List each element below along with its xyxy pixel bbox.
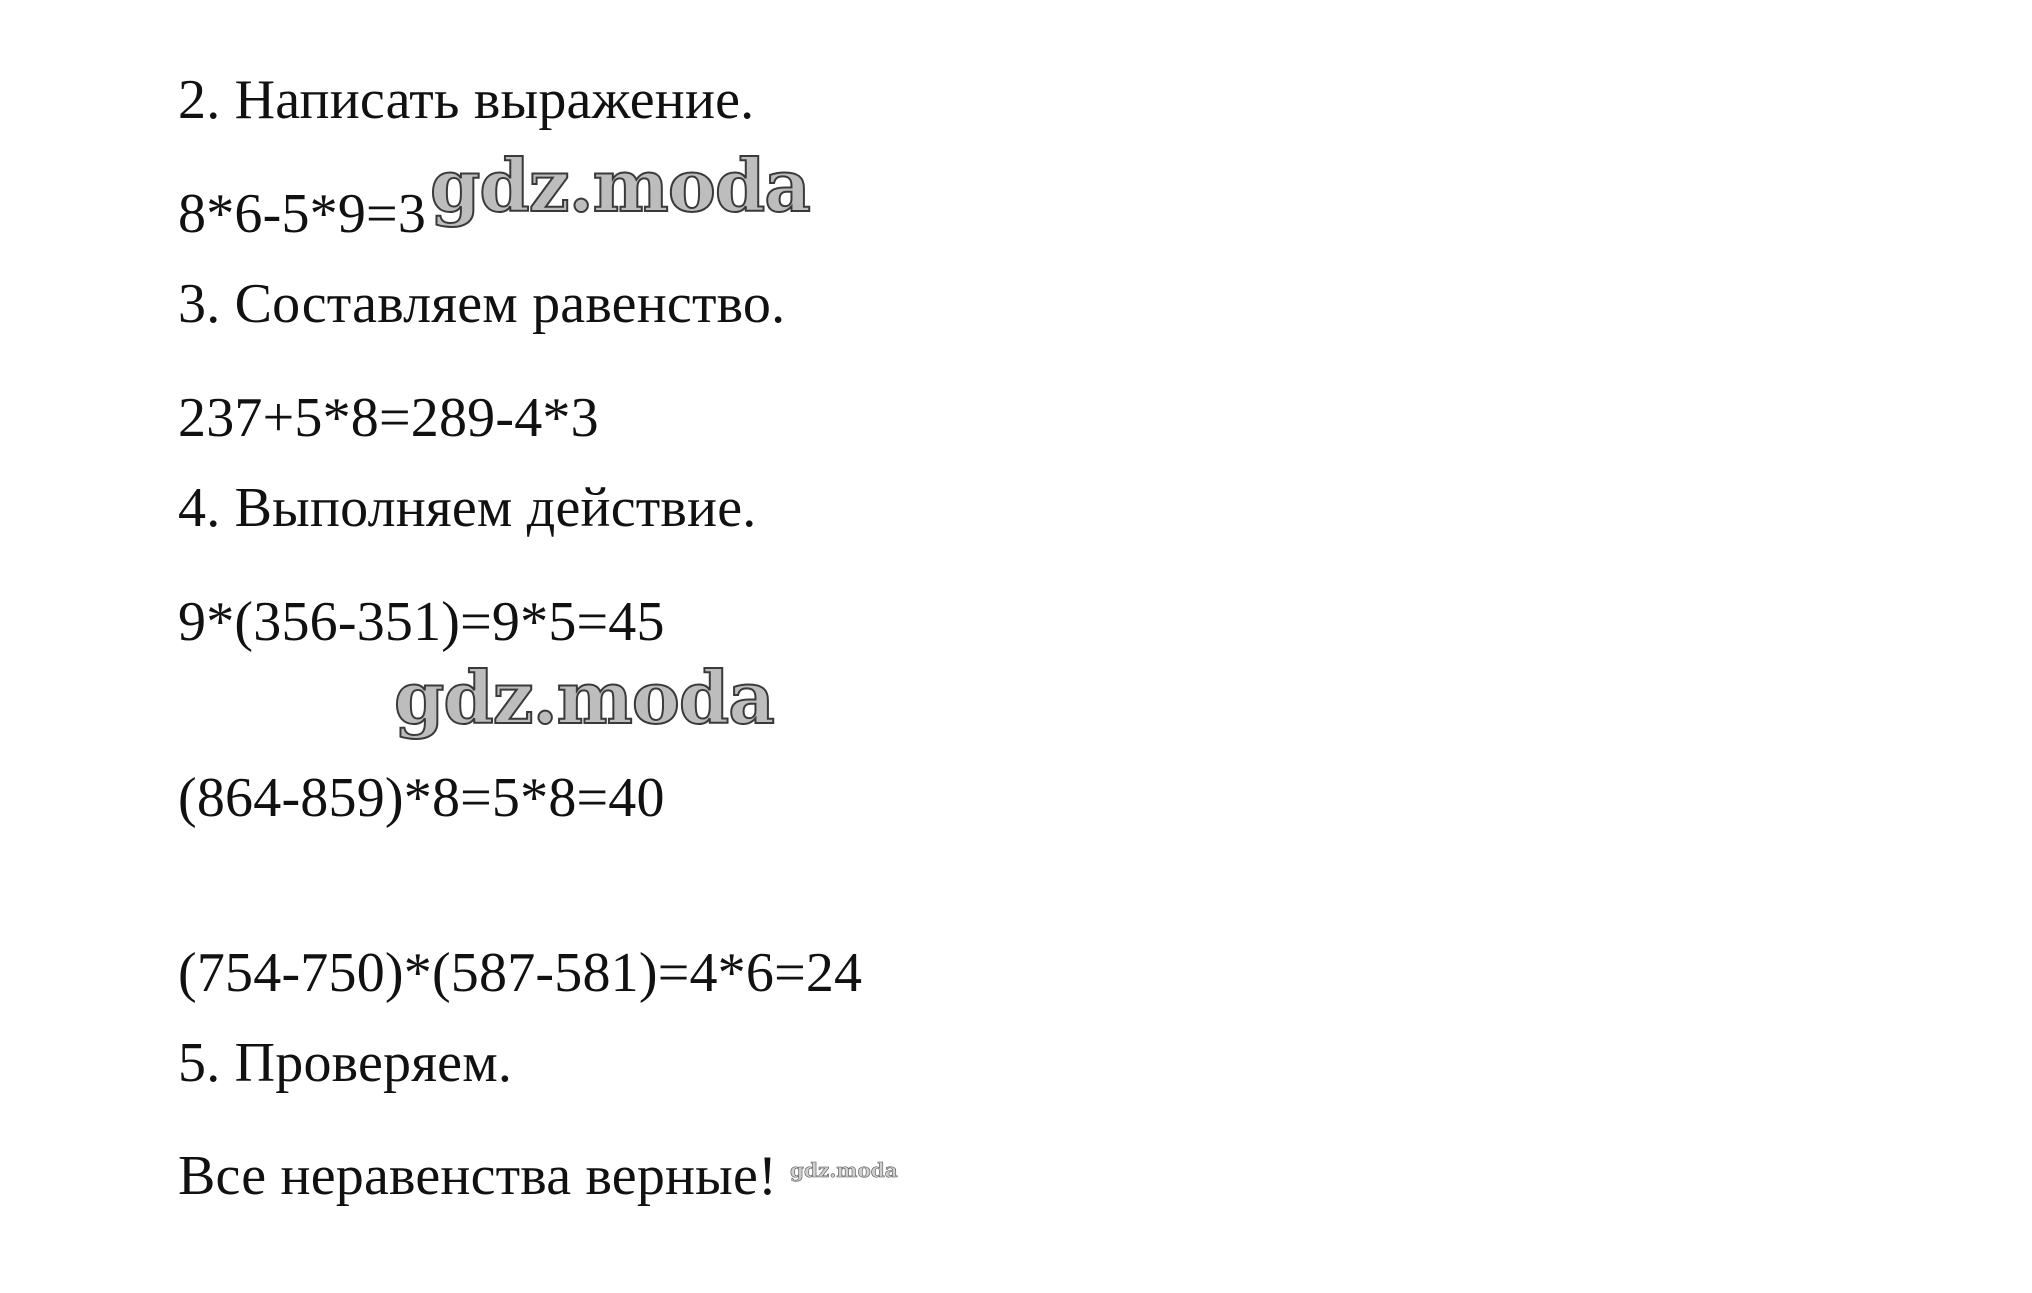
step-2-heading: 2. Написать выражение. — [178, 69, 755, 131]
watermark-logo-top: gdz.moda — [430, 143, 810, 228]
step-4-heading: 4. Выполняем действие. — [178, 477, 757, 539]
step-2-expression: 8*6-5*9=3 — [178, 183, 427, 245]
step-3-equality: 237+5*8=289-4*3 — [178, 387, 599, 449]
conclusion-text: Все неравенства верные! — [178, 1145, 777, 1207]
step-5-heading: 5. Проверяем. — [178, 1032, 513, 1094]
step-4-calc-1: 9*(356-351)=9*5=45 — [178, 591, 665, 653]
watermark-logo-middle: gdz.moda — [394, 655, 774, 740]
step-4-calc-3: (754-750)*(587-581)=4*6=24 — [178, 942, 863, 1004]
watermark-logo-small: gdz.moda — [790, 1158, 898, 1182]
step-4-calc-2: (864-859)*8=5*8=40 — [178, 767, 665, 829]
step-3-heading: 3. Составляем равенство. — [178, 273, 786, 335]
